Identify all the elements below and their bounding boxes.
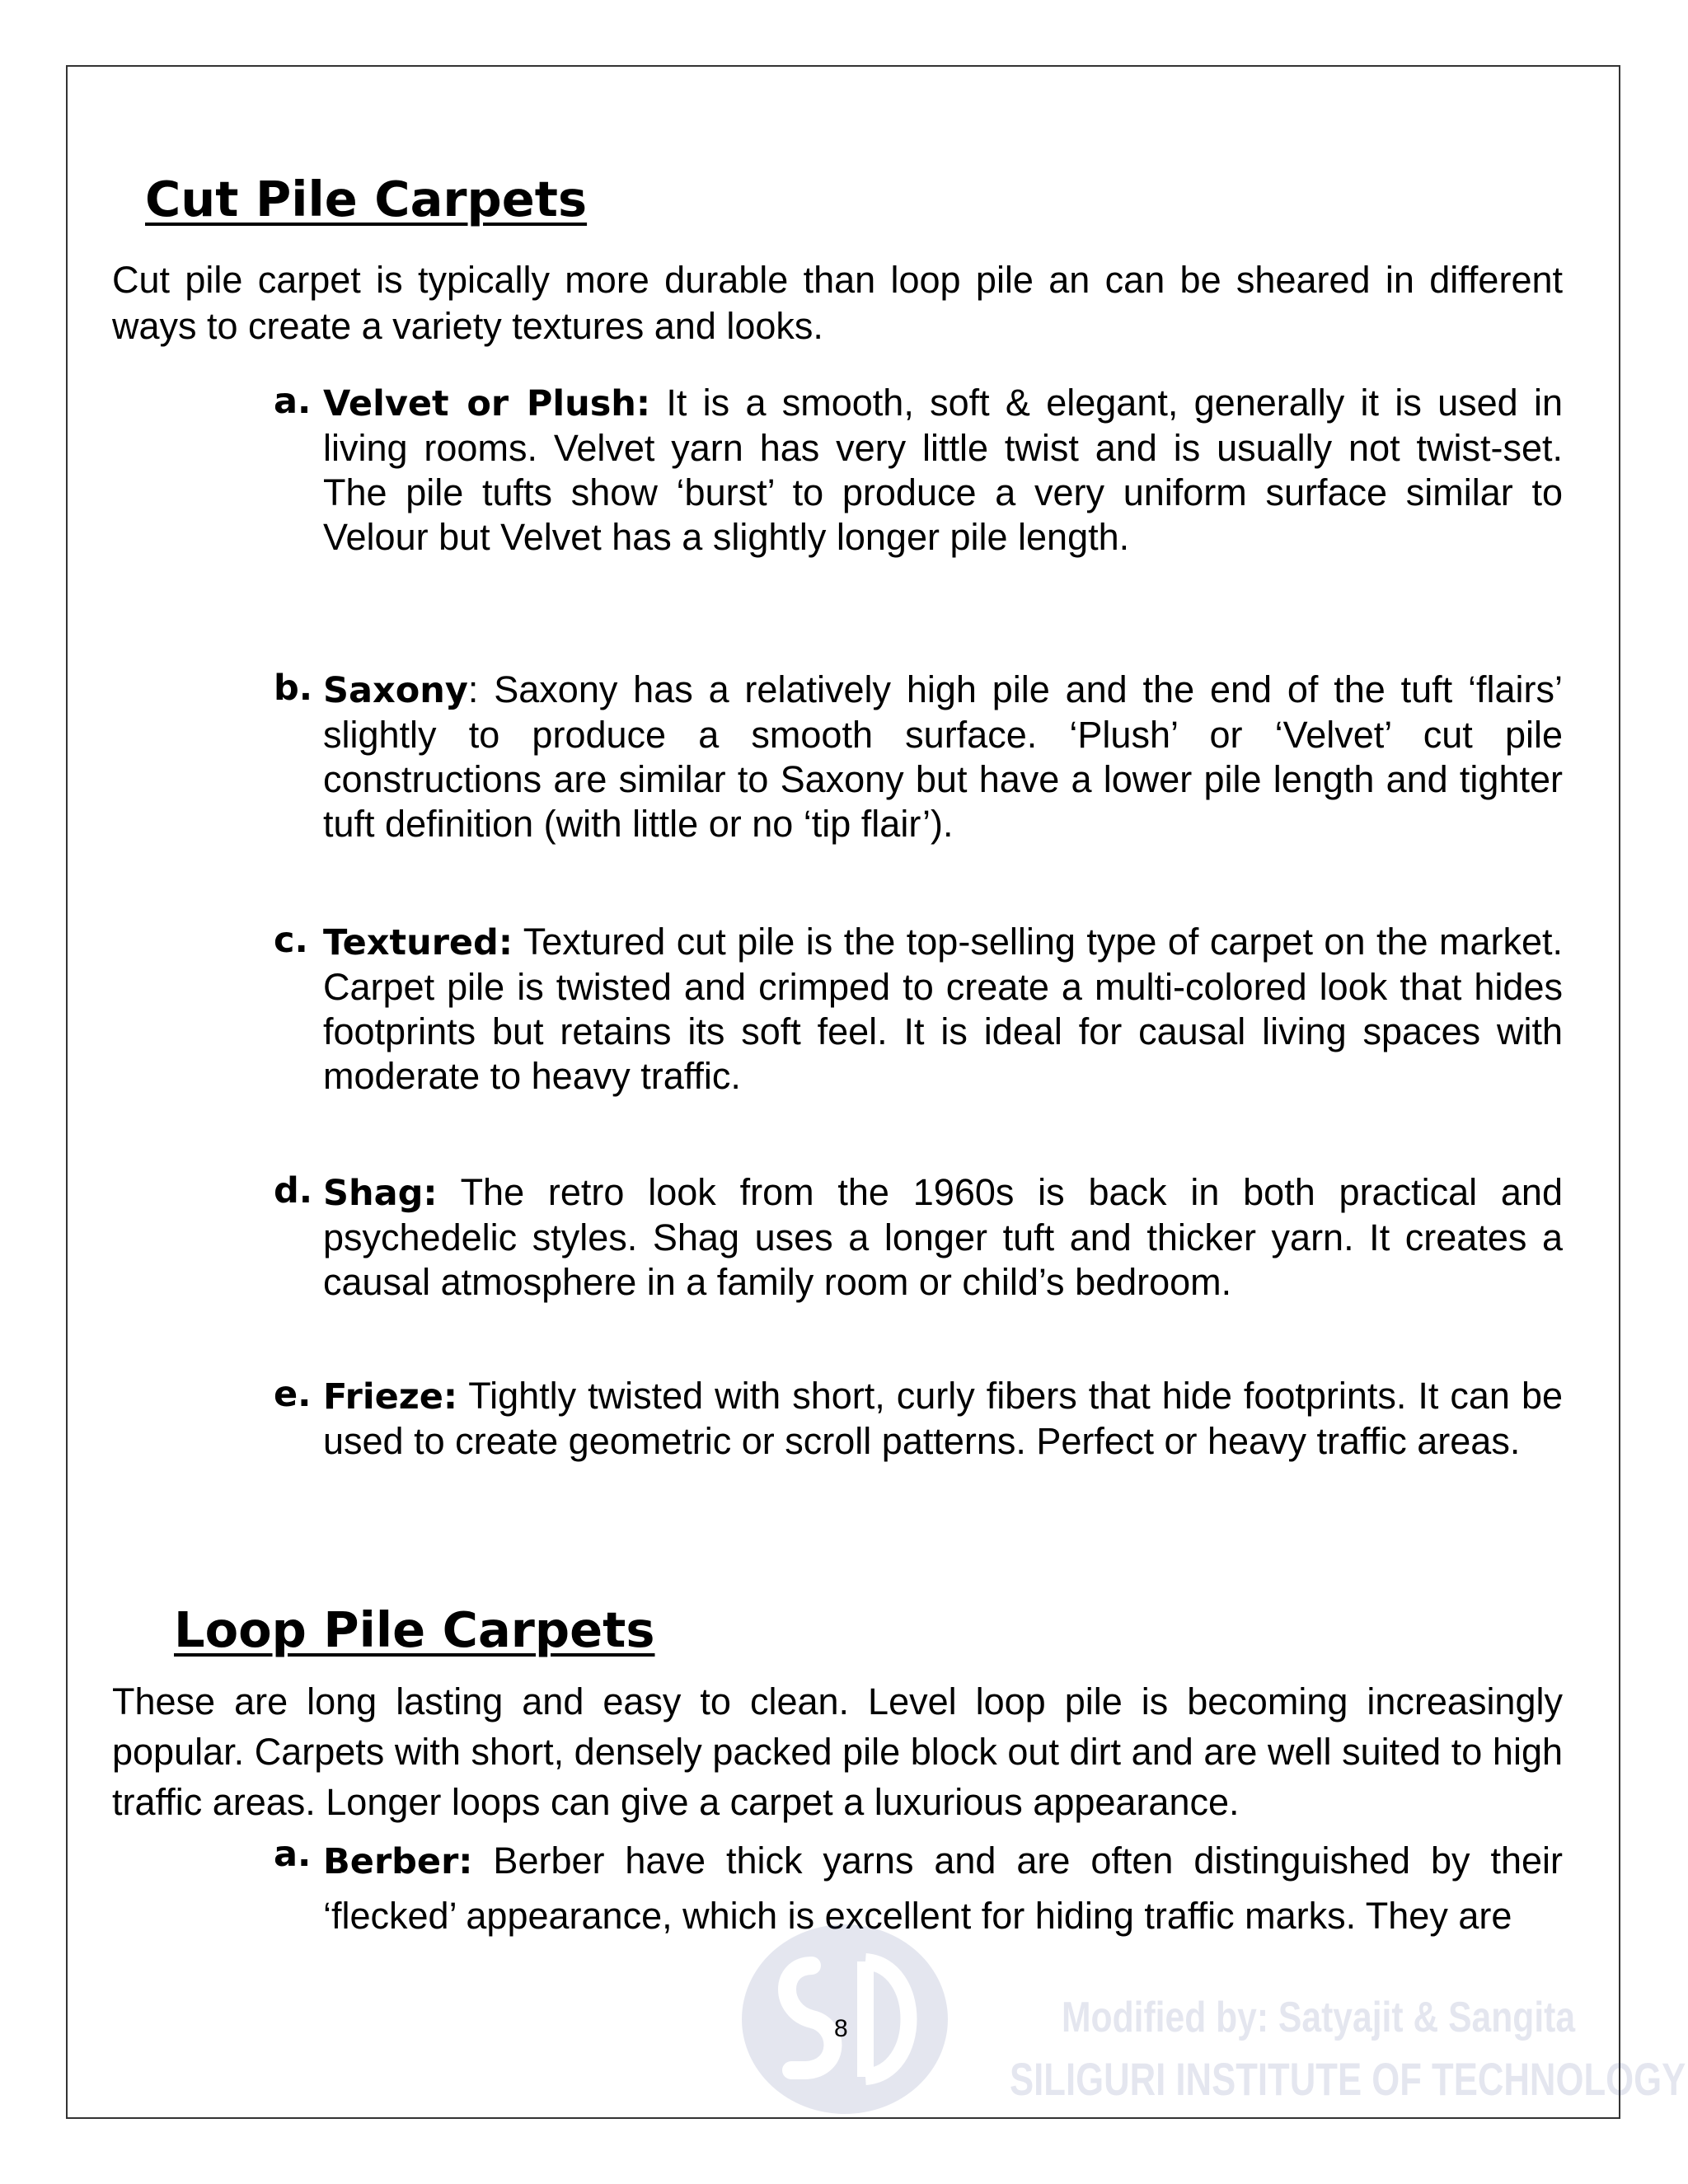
list-marker: c. — [274, 920, 308, 961]
item-term: Frieze: — [323, 1376, 458, 1418]
watermark-credit: Modified by: Satyajit & Sangita — [1062, 1994, 1576, 2041]
item-term: Velvet or Plush: — [323, 383, 651, 424]
list-item-body — [323, 920, 1563, 1099]
item-term: Saxony — [323, 670, 468, 711]
item-text: : Saxony has a relatively high pile and the end of the tuft ‘flairs’ slightly to produce a smooth surface. ‘Plush’ or ‘Velvet’ cut pile constructions are similar to Saxony but have a lower pile length and tighter tuft definition (with little or no ‘tip flair’). — [323, 668, 1563, 845]
item-term: Shag: — [323, 1173, 438, 1214]
list-item-body — [323, 1834, 1563, 1943]
list-item-body — [323, 381, 1563, 560]
item-text: It is a smooth, soft & elegant, generally it is used in living rooms. Velvet yarn has very little twist and is usually not twist-set. The pile tufts show ‘burst’ to produce a very uniform surface similar to Velour but Velvet has a slightly longer pile length. — [323, 382, 1564, 558]
item-text: Tightly twisted with short, curly fibers that hide footprints. It can be used to create geometric or scroll patterns. Perfect or heavy traffic areas. — [323, 1375, 1563, 1462]
item-text: Textured cut pile is the top-selling type of carpet on the market. Carpet pile is twisted and crimped to create a multi-colored look that hides footprints but retains its soft feel. It is ideal for causal living spaces with moderate to heavy traffic. — [323, 921, 1563, 1097]
item-text: The retro look from the 1960s is back in both practical and psychedelic styles. Shag uses a longer tuft and thicker yarn. It creates a causal atmosphere in a family room or child’s bedroom. — [323, 1171, 1563, 1303]
loop-pile-intro: These are long lasting and easy to clean. Level loop pile is becoming increasingly popular. Carpets with short, densely packed pile block out dirt and are well suited to high traffic areas. Longer loops can give a carpet a luxurious appearance. — [112, 1680, 1563, 1823]
list-item-body — [323, 1170, 1563, 1305]
list-marker: d. — [274, 1170, 313, 1212]
list-item-body — [323, 668, 1563, 846]
item-text: Berber have thick yarns and are often distinguished by their ‘flecked’ appearance, which is excellent for hiding traffic marks. They are — [323, 1840, 1563, 1937]
list-item-body — [323, 1374, 1563, 1464]
cut-pile-heading: Cut Pile Carpets — [145, 171, 588, 227]
watermark-institute: SILIGURI INSTITUTE OF TECHNOLOGY — [1010, 2053, 1686, 2105]
list-marker: a. — [274, 1834, 312, 1875]
list-marker: b. — [274, 668, 313, 709]
list-marker: e. — [274, 1374, 312, 1415]
page-number: 8 — [834, 2015, 848, 2042]
item-term: Berber: — [323, 1841, 473, 1882]
list-marker: a. — [274, 381, 312, 422]
item-term: Textured: — [323, 922, 513, 963]
loop-pile-heading: Loop Pile Carpets — [174, 1601, 655, 1658]
cut-pile-intro: Cut pile carpet is typically more durable than loop pile an can be sheared in different ways to create a variety textures and looks. — [112, 259, 1563, 347]
